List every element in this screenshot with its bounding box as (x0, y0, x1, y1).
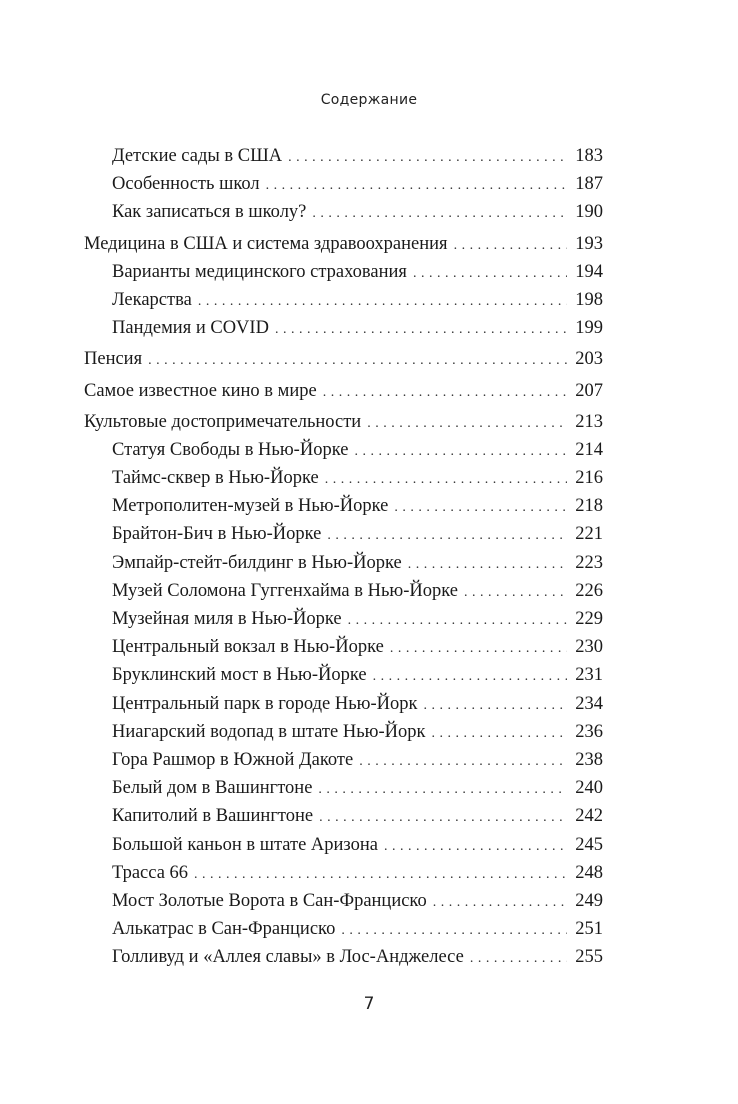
toc-entry-page: 238 (575, 749, 603, 770)
toc-entry-page: 248 (575, 862, 603, 883)
toc-entry (84, 464, 603, 492)
toc-entry-page: 214 (575, 439, 603, 460)
page-number: 7 (363, 994, 375, 1014)
toc-entry-title: Культовые достопримечательности (84, 411, 362, 432)
toc-entry-page: 245 (575, 834, 603, 855)
toc-entry-page: 242 (575, 806, 603, 827)
toc-entry (84, 520, 603, 548)
dot-leader (390, 635, 567, 663)
toc-entry-title: Капитолий в Вашингтоне (112, 806, 314, 827)
toc-entry-title: Голливуд и «Аллея славы» в Лос-Анджелесе (112, 947, 464, 968)
toc-entry-title: Большой каньон в штате Аризона (112, 834, 378, 855)
toc-entry-title: Центральный парк в городе Нью-Йорк (112, 693, 418, 714)
dot-leader (325, 466, 568, 494)
toc-entry-page: 218 (575, 496, 603, 517)
dot-leader (327, 522, 567, 550)
dot-leader (348, 607, 568, 635)
toc-entry (84, 230, 603, 258)
toc-entry-page: 199 (575, 318, 603, 339)
dot-leader (318, 776, 567, 804)
toc-entry (84, 943, 603, 971)
toc-entry (84, 915, 603, 943)
dot-leader (266, 172, 568, 200)
dot-leader (275, 316, 567, 344)
dot-leader (394, 494, 567, 522)
toc-entry-title: Самое известное кино в мире (84, 380, 317, 401)
running-header: Содержание (320, 92, 418, 108)
toc-entry (84, 549, 603, 577)
dot-leader (194, 861, 567, 889)
toc-entry (84, 258, 603, 286)
toc-entry-page: 229 (575, 609, 603, 629)
toc-entry-page: 230 (575, 637, 603, 658)
toc-entry-title: Как записаться в школу? (112, 202, 307, 223)
toc-entry-title: Детские сады в США (112, 146, 283, 166)
toc-entry (84, 859, 603, 887)
toc-entry (84, 408, 603, 436)
toc-entry-page: 183 (575, 146, 603, 166)
toc-entry-page: 187 (575, 174, 603, 195)
toc-entry-title: Музейная миля в Нью-Йорке (112, 609, 342, 629)
toc-entry (84, 492, 603, 520)
toc-entry-page: 223 (575, 552, 603, 573)
toc-entry-page: 255 (575, 947, 603, 968)
toc-entry-page: 193 (575, 233, 603, 254)
dot-leader (413, 260, 567, 288)
toc-entry-page: 249 (575, 890, 603, 911)
dot-leader (341, 917, 567, 945)
dot-leader (148, 347, 567, 375)
dot-leader (470, 945, 567, 973)
dot-leader (373, 663, 568, 691)
toc-entry-title: Варианты медицинского страхования (112, 261, 407, 282)
dot-leader (367, 410, 567, 438)
toc-entry (84, 577, 603, 605)
toc-entry-page: 194 (575, 261, 603, 282)
dot-leader (433, 889, 568, 917)
toc-entry (84, 314, 603, 342)
toc-entry-title: Метрополитен-музей в Нью-Йорке (112, 496, 389, 517)
toc-entry-title: Белый дом в Вашингтоне (112, 778, 313, 799)
toc-entry (84, 142, 603, 170)
toc-entry-title: Лекарства (112, 289, 192, 310)
toc-entry-page: 216 (575, 468, 603, 489)
toc-entry (84, 198, 603, 226)
dot-leader (408, 551, 568, 579)
toc-entry-title: Трасса 66 (112, 862, 189, 883)
toc-entry (84, 802, 603, 830)
toc-entry-title: Бруклинский мост в Нью-Йорке (112, 665, 367, 686)
dot-leader (198, 288, 567, 316)
toc-entry-page: 207 (575, 380, 603, 401)
toc-entry-page: 236 (575, 721, 603, 742)
table-of-contents (84, 142, 603, 971)
toc-entry-title: Особенность школ (112, 174, 260, 195)
toc-entry-title: Таймс-сквер в Нью-Йорке (112, 468, 319, 489)
toc-entry-title: Центральный вокзал в Нью-Йорке (112, 637, 384, 658)
toc-entry-page: 221 (575, 524, 603, 545)
toc-entry-page: 240 (575, 778, 603, 799)
toc-entry-title: Алькатрас в Сан-Франциско (112, 919, 336, 940)
toc-entry-page: 190 (575, 202, 603, 223)
toc-entry-title: Гора Рашмор в Южной Дакоте (112, 749, 354, 770)
toc-entry-title: Пандемия и COVID (112, 318, 269, 339)
toc-entry-title: Ниагарский водопад в штате Нью-Йорк (112, 721, 426, 742)
toc-entry (84, 690, 603, 718)
dot-leader (323, 379, 568, 407)
toc-entry-title: Статуя Свободы в Нью-Йорке (112, 439, 349, 460)
toc-entry (84, 831, 603, 859)
toc-entry (84, 887, 603, 915)
toc-entry-page: 226 (575, 580, 603, 601)
toc-entry (84, 286, 603, 314)
toc-entry-page: 213 (575, 411, 603, 432)
dot-leader (384, 833, 567, 861)
toc-entry (84, 377, 603, 405)
toc-entry-page: 198 (575, 289, 603, 310)
toc-entry (84, 605, 603, 633)
toc-entry (84, 774, 603, 802)
toc-entry-title: Брайтон-Бич в Нью-Йорке (112, 524, 322, 545)
dot-leader (288, 144, 567, 172)
dot-leader (319, 804, 567, 832)
toc-entry-page: 251 (575, 919, 603, 940)
toc-entry-page: 234 (575, 693, 603, 714)
toc-entry-title: Эмпайр-стейт-билдинг в Нью-Йорке (112, 552, 402, 573)
toc-entry (84, 661, 603, 689)
toc-entry (84, 633, 603, 661)
dot-leader (454, 232, 568, 260)
dot-leader (431, 720, 567, 748)
dot-leader (359, 748, 567, 776)
dot-leader (312, 200, 567, 228)
toc-entry-title: Медицина в США и система здравоохранения (84, 233, 448, 254)
toc-entry-title: Пенсия (84, 349, 143, 370)
dot-leader (424, 692, 568, 720)
toc-entry-title: Музей Соломона Гуггенхайма в Нью-Йорке (112, 580, 459, 601)
toc-entry (84, 746, 603, 774)
toc-entry-title: Мост Золотые Ворота в Сан-Франциско (112, 890, 427, 911)
toc-entry (84, 436, 603, 464)
toc-entry (84, 170, 603, 198)
toc-entry (84, 345, 603, 373)
dot-leader (354, 438, 567, 466)
dot-leader (464, 579, 567, 607)
toc-entry-page: 231 (575, 665, 603, 686)
toc-entry-page: 203 (575, 349, 603, 370)
toc-entry (84, 718, 603, 746)
